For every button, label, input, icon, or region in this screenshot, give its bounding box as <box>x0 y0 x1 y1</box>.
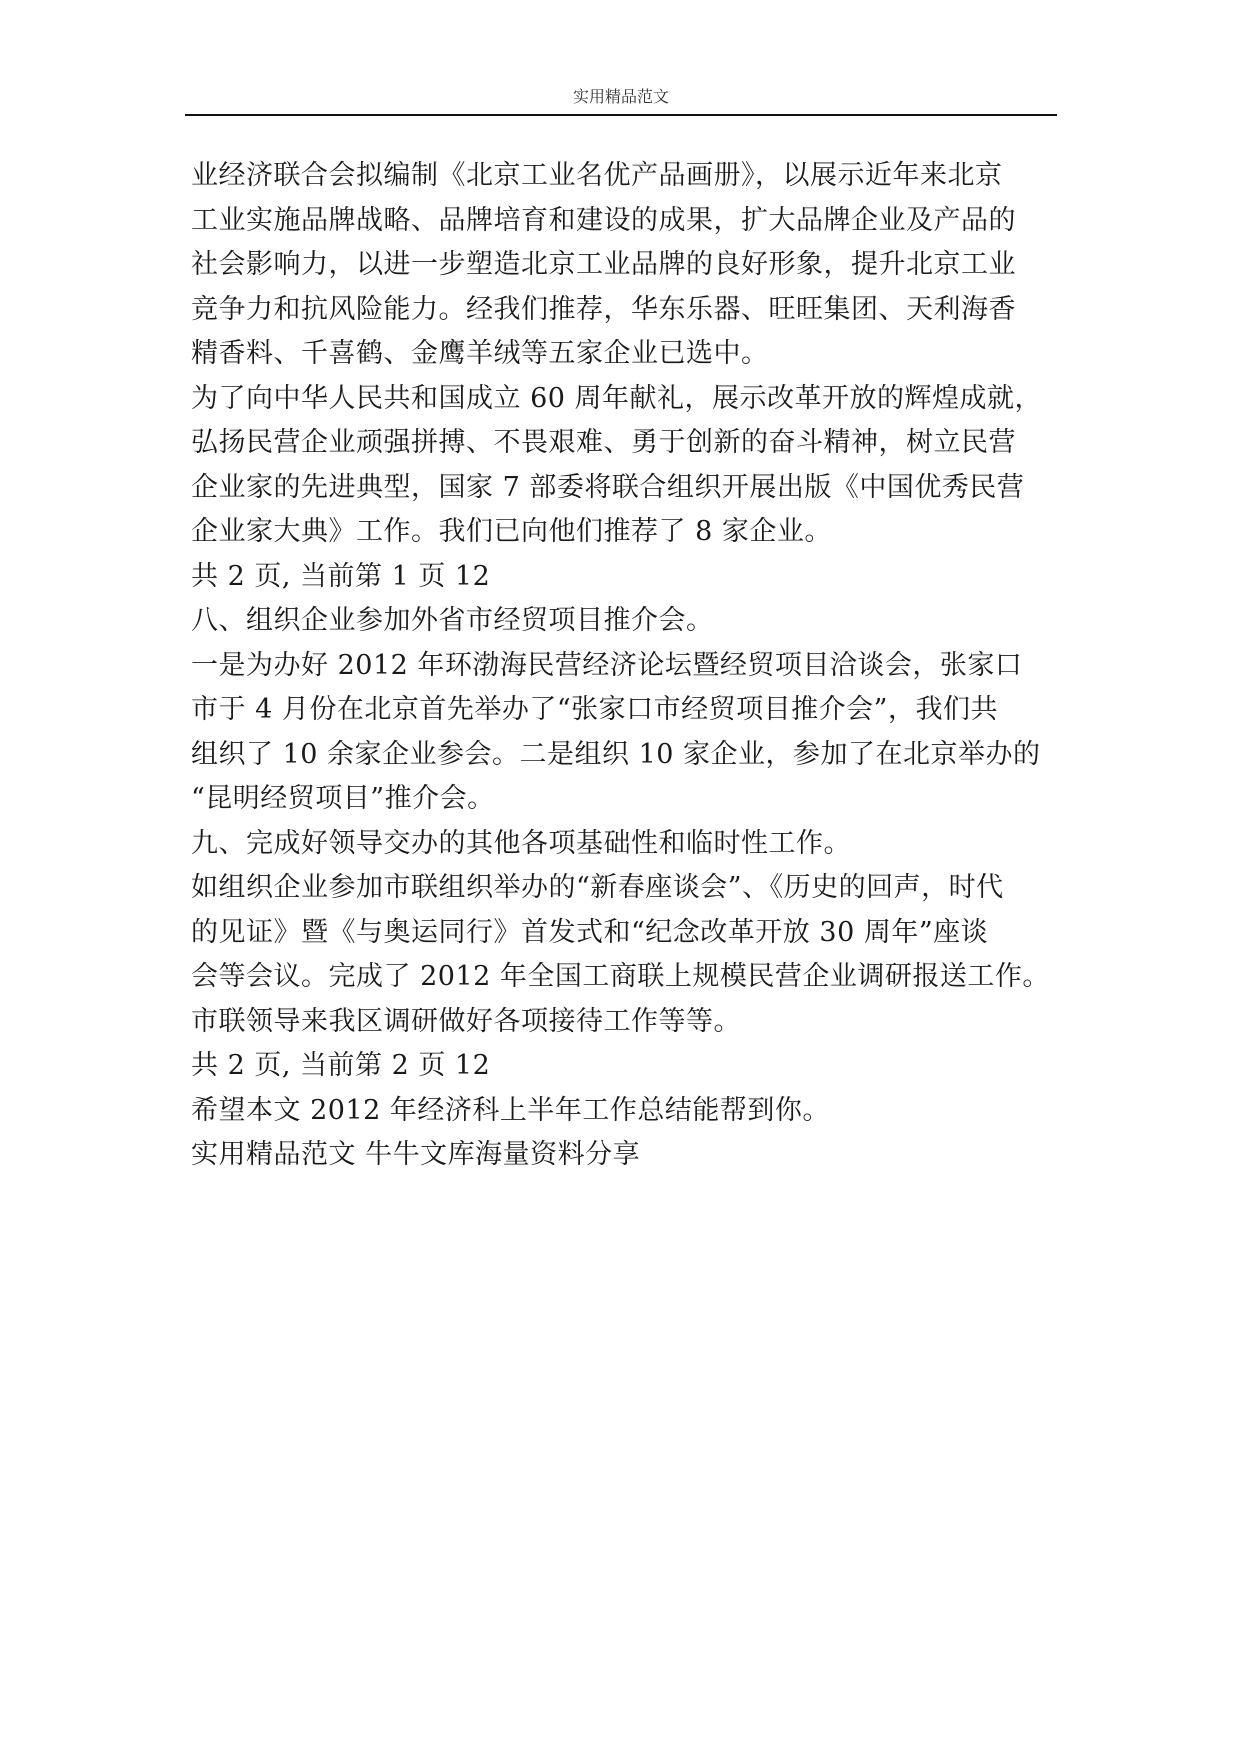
text-line: 精香料、千喜鹤、金鹰羊绒等五家企业已选中。 <box>191 338 769 369</box>
text-line: 工业实施品牌战略、品牌培育和建设的成果，扩大品牌企业及产品的 <box>191 204 1016 236</box>
text-line: 企业家的先进典型，国家 7 部委将联合组织开展出版《中国优秀民营 <box>191 471 1025 503</box>
page-indicator: 共 2 页, 当前第 1 页 12 <box>191 560 491 592</box>
text-line: 组织了 10 余家企业参会。二是组织 10 家企业，参加了在北京举办的 <box>191 738 1041 770</box>
page-header: 实用精品范文 <box>572 87 669 106</box>
text-line: 一是为办好 2012 年环渤海民营经济论坛暨经贸项目洽谈会，张家口 <box>191 649 1023 681</box>
text-line: “昆明经贸项目”推介会。 <box>191 783 495 814</box>
text-line: 弘扬民营企业顽强拼搏、不畏艰难、勇于创新的奋斗精神，树立民营 <box>191 427 1016 458</box>
document-body <box>191 154 1091 1178</box>
text-line: 市于 4 月份在北京首先举办了“张家口市经贸项目推介会”，我们共 <box>191 694 998 725</box>
text-line: 为了向中华人民共和国成立 60 周年献礼，展示改革开放的辉煌成就， <box>191 382 1043 414</box>
text-line: 如组织企业参加市联组织举办的“新春座谈会”、《历史的回声，时代 <box>191 872 1004 903</box>
text-line: 的见证》暨《与奥运同行》首发式和“纪念改革开放 30 周年”座谈 <box>191 916 989 948</box>
text-line: 企业家大典》工作。我们已向他们推荐了 8 家企业。 <box>191 516 832 547</box>
closing-line: 希望本文 2012 年经济科上半年工作总结能帮到你。 <box>191 1094 830 1126</box>
text-line: 会等会议。完成了 2012 年全国工商联上规模民营企业调研报送工作。 <box>191 961 1050 992</box>
section-heading: 八、组织企业参加外省市经贸项目推介会。 <box>191 605 714 636</box>
header-divider <box>185 114 1057 116</box>
page-indicator: 共 2 页, 当前第 2 页 12 <box>191 1050 491 1081</box>
section-heading: 九、完成好领导交办的其他各项基础性和临时性工作。 <box>191 827 851 859</box>
text-line: 业经济联合会拟编制《北京工业名优产品画册》，以展示近年来北京 <box>191 160 1003 191</box>
text-line: 竞争力和抗风险能力。经我们推荐，华东乐器、旺旺集团、天利海香 <box>191 293 1016 325</box>
text-line: 社会影响力，以进一步塑造北京工业品牌的良好形象，提升北京工业 <box>191 249 1016 280</box>
footer-line: 实用精品范文 牛牛文库海量资料分享 <box>191 1139 641 1170</box>
text-line: 市联领导来我区调研做好各项接待工作等等。 <box>191 1005 741 1037</box>
